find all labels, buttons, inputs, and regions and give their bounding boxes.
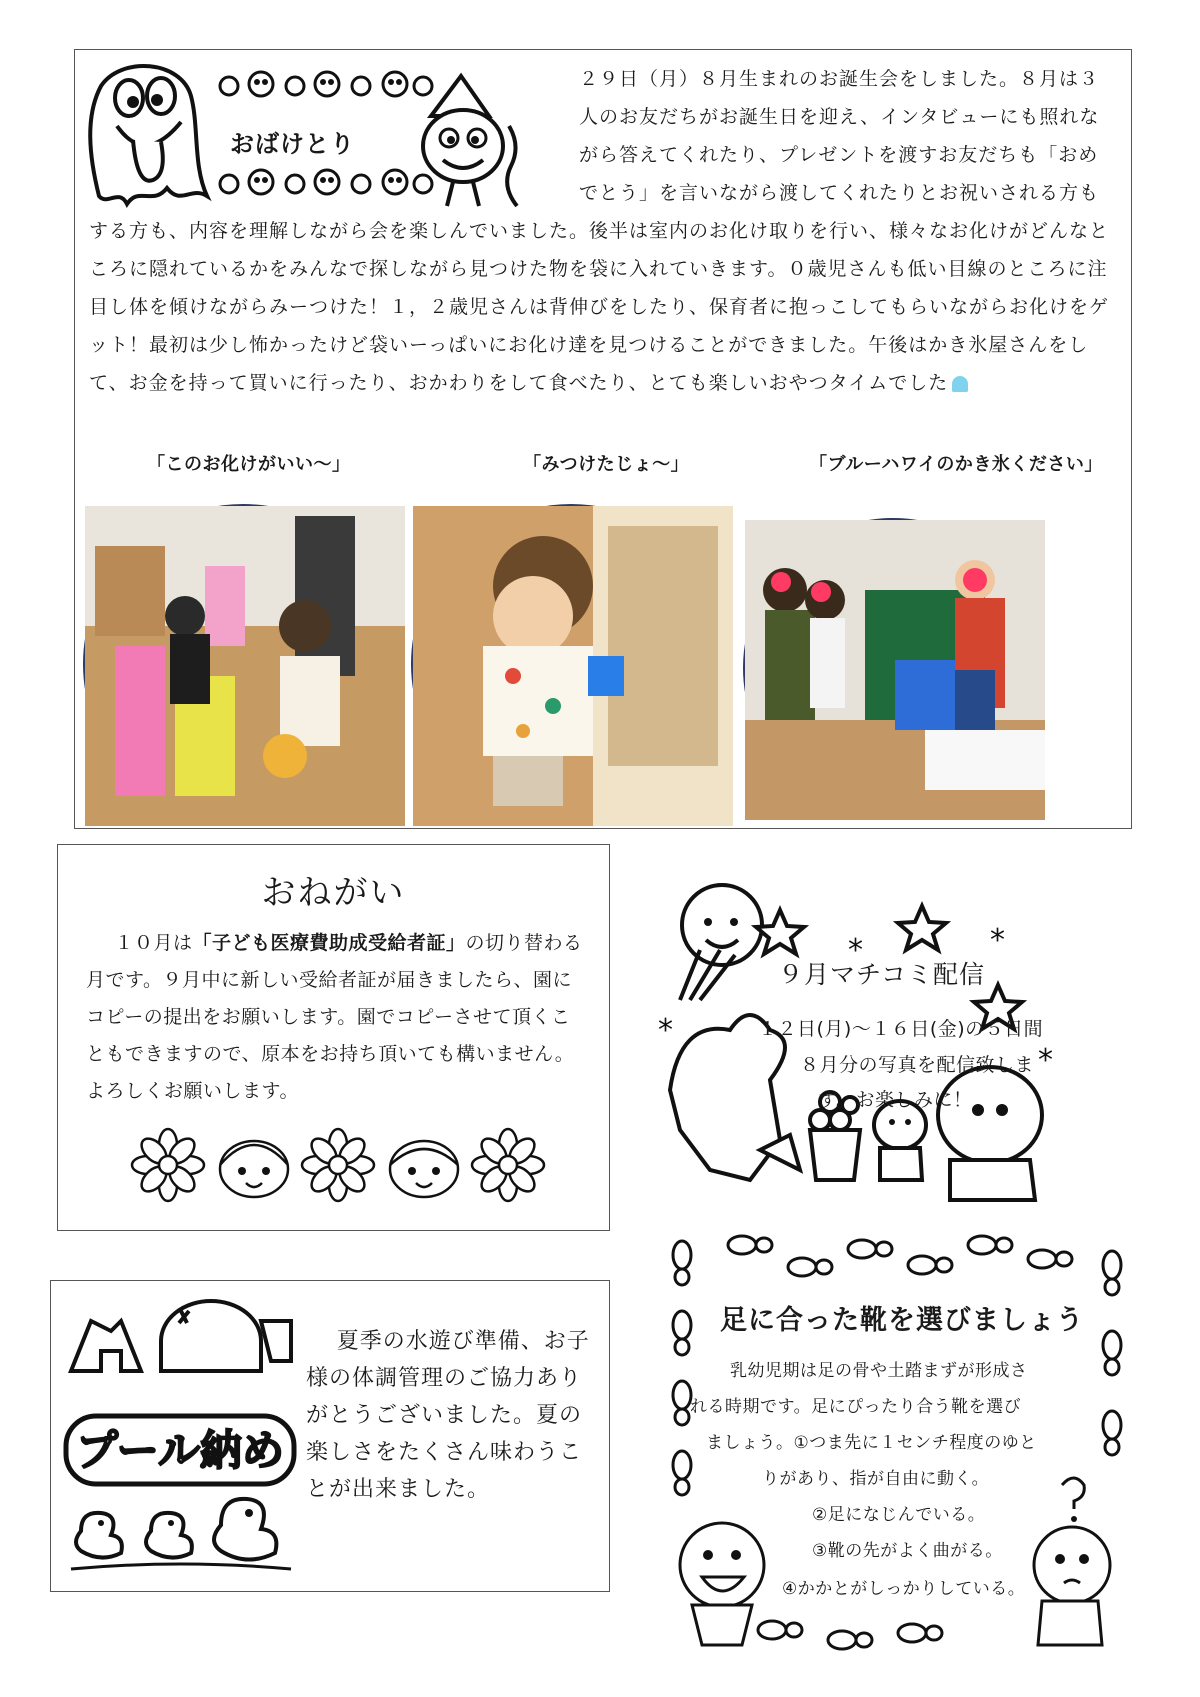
shoes-text-line-1: 乳幼児期は足の骨や土踏まずが形成さ [730, 1361, 1028, 1381]
shoes-text-line-2: れる時期です。足にぴったり合う靴を選び [690, 1397, 1022, 1417]
request-notice-box [57, 844, 610, 1231]
request-certificate-name: 「子ども医療費助成受給者証」 [192, 932, 466, 954]
header-art-spacer [89, 60, 579, 208]
shoes-text-line-4: りがあり、指が自由に動く。 [762, 1469, 990, 1489]
svg-text:*: * [1038, 1043, 1053, 1078]
event-body: ２９日（月）８月生まれのお誕生会をしました。８月は３人のお友だちがお誕生日を迎え、インタビューにも照れながら答えてくれたり、プレゼントを渡すお友だちも「おめでとう」を言いながら渡してくれたりとお祝いされる方もする方も、内容を理解しながら会を楽しんでいました。後半は室内のお化け取りを行い、様々なお化けがどんなところに隠れているかをみんなで探しながら見つけた物を袋に入れていきます。０歳児さんも低い目線のところに注目し体を傾けながらみーつけた！１，２歳児さんは背伸びをしたり、保育者に抱っこしてもらいながらお化けをゲット！最初は少し怖かったけど袋いーっぱいにお化け達を見つけることができました。午後はかき氷屋さんをして、お金を持って買いに行ったり、おかわりをして食べたり、とても楽しいおやつタイムでした [89, 68, 1110, 394]
event-body-text [89, 60, 1113, 402]
flower-and-kids-decoration [128, 1125, 548, 1205]
shoes-text-line-5: ②足になじんでいる。 [812, 1505, 986, 1525]
shoes-title: 足に合った靴を選びましょう [720, 1305, 1084, 1336]
pool-closing-box [50, 1280, 610, 1592]
photo-caption-1: 「このお化けがいい～」 [147, 454, 351, 475]
request-text [86, 925, 586, 1110]
request-text-rest: の切り替わる月です。９月中に新しい受給者証が届きましたら、園にコピーの提出をお願いします。園でコピーさせて頂くこともできますので、原本をお持ち頂いても構いません。よろしくお願いします。 [86, 932, 583, 1102]
shaved-ice-icon [952, 376, 968, 392]
photo-children-playing-blocks [83, 504, 403, 824]
pool-title-text: プール納め [76, 1426, 284, 1475]
shoes-text-line-7: ④かかとがしっかりしている。 [782, 1579, 1026, 1599]
event-title: おばけとり [230, 130, 355, 158]
photo-caption-3: 「ブルーハワイのかき氷ください」 [809, 454, 1103, 475]
photo-shaved-ice-shop [743, 518, 1043, 818]
svg-text:*: * [848, 933, 863, 968]
machikomi-dates: １２日(月)～１６日(金)の５日間 [758, 1018, 1044, 1040]
photo-child-finding-ghost [411, 504, 731, 824]
request-text-start: １０月は [114, 932, 193, 954]
machikomi-text-line-1: ８月分の写真を配信致しま [800, 1054, 1035, 1076]
machikomi-text-line-2: す。お楽しみに！ [818, 1089, 973, 1111]
machikomi-title: ９月マチコミ配信 [778, 960, 986, 989]
svg-text:*: * [658, 1013, 673, 1048]
event-report-box [74, 49, 1132, 829]
photo-caption-2: 「みつけたじょ～」 [523, 454, 690, 475]
shoes-text-line-6: ③靴の先がよく曲がる。 [812, 1541, 1003, 1561]
pool-closing-illustration [61, 1301, 301, 1576]
pool-closing-text: 夏季の水遊び準備、お子様の体調管理のご協力ありがとうございました。夏の楽しさをたくさん味わうことが出来ました。 [306, 1329, 590, 1502]
request-title: おねがい [261, 873, 406, 913]
shoes-text-line-3: ましょう。①つま先に１センチ程度のゆと [706, 1433, 1037, 1453]
svg-text:*: * [990, 923, 1005, 958]
